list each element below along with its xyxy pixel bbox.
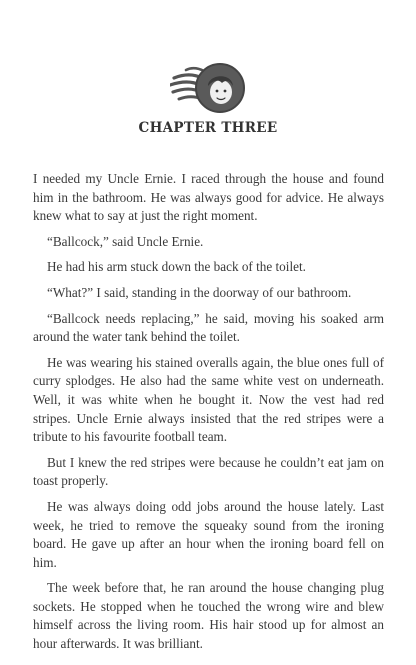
paragraph: He was wearing his stained overalls again, the blue ones full of curry splodges. He also had the same white vest on underneath. Well, it was white when he bought it. Now the vest had red stripes. Uncle Ernie always insisted that the red stripes were a tribute to his favourite football team. xyxy=(33,354,384,445)
paragraph: The week before that, he ran around the house changing plug sockets. He stopped when he touched the wrong wire and blew himself across the living room. His hair stood up for almost an hour afterwards. It was brilliant. xyxy=(33,580,384,652)
paragraph: But I knew the red stripes were because he couldn’t eat jam on toast properly. xyxy=(33,454,384,489)
paragraph: “What?” I said, standing in the doorway of our bathroom. xyxy=(47,284,352,300)
chapter-title: CHAPTER THREE xyxy=(138,120,278,136)
paragraph: He was always doing odd jobs around the house lately. Last week, he tried to remove the squeaky sound from the ironing board. He gave up after an hour when the ironing board fell on him. xyxy=(33,498,384,570)
chapter-body xyxy=(33,170,384,654)
running-boy-emblem-icon xyxy=(170,56,248,120)
paragraph: “Ballcock needs replacing,” he said, moving his soaked arm around the water tank behind the toilet. xyxy=(33,310,384,345)
paragraph: “Ballcock,” said Uncle Ernie. xyxy=(47,233,204,249)
paragraph: I needed my Uncle Ernie. I raced through the house and found him in the bathroom. He was always good for advice. He always knew what to say at just the right moment. xyxy=(33,171,384,224)
paragraph: He had his arm stuck down the back of the toilet. xyxy=(47,259,306,275)
